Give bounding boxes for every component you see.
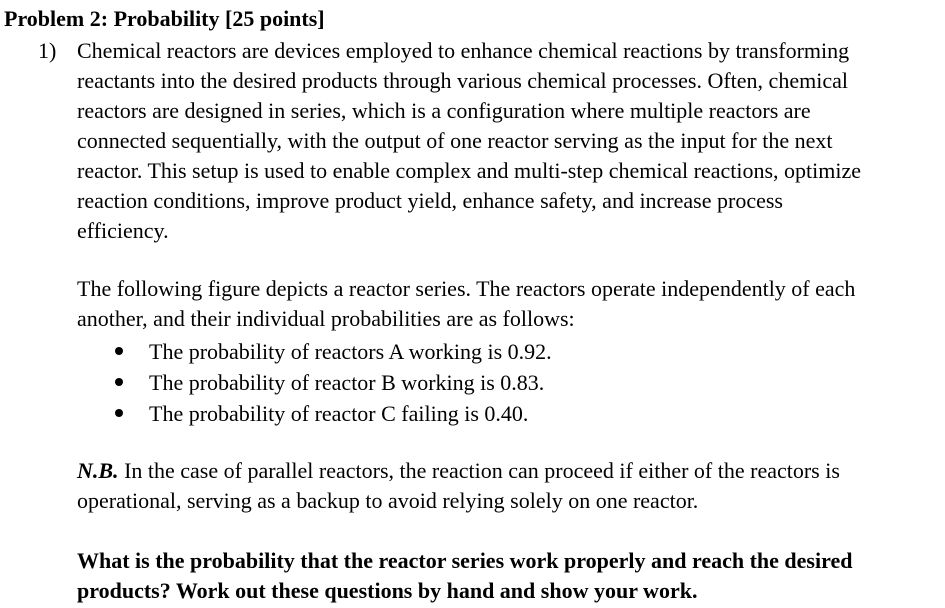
note-line: operational, serving as a backup to avoid relying solely on one reactor. [77,488,699,513]
question-line: products? Work out these questions by hand and show your work. [77,578,698,603]
figure-description-line: The following figure depicts a reactor series. The reactors operate independently of each [77,276,856,301]
bullet-item [112,398,552,429]
bullet-item [112,367,552,398]
figure-description-paragraph [77,274,941,334]
note-line [77,456,941,486]
intro-line: reactors are designed in series, which is a configuration where multiple reactors are [77,98,811,123]
bullet-dot-icon [115,409,123,417]
intro-line: Chemical reactors are devices employed to enhance chemical reactions by transforming [77,38,850,63]
intro-line: reactor. This setup is used to enable complex and multi-step chemical reactions, optimize [77,158,862,183]
intro-line: efficiency. [77,218,169,243]
bullet-item [112,336,552,367]
bullet-text: The probability of reactor B working is 0.83. [149,370,545,395]
problem-title: Problem 2: Probability [25 points] [4,6,325,31]
bullet-text: The probability of reactors A working is 0.92. [149,339,552,364]
intro-line: connected sequentially, with the output of one reactor serving as the input for the next [77,128,833,153]
note-label: N.B. [77,458,119,483]
bullet-dot-icon [115,347,123,355]
bullet-text: The probability of reactor C failing is 0.40. [149,401,529,426]
note-text: In the case of parallel reactors, the reaction can proceed if either of the reactors is [118,458,840,483]
probability-bullet-list [112,336,552,429]
question-line: What is the probability that the reactor series work properly and reach the desired [77,548,853,573]
intro-line: reaction conditions, improve product yield, enhance safety, and increase process [77,188,783,213]
bullet-dot-icon [115,378,123,386]
intro-line: reactants into the desired products through various chemical processes. Often, chemical [77,68,848,93]
intro-paragraph [77,36,941,246]
question-paragraph [77,546,941,606]
note-paragraph [77,456,941,516]
item-number: 1) [38,38,57,63]
figure-description-line: another, and their individual probabilities are as follows: [77,306,575,331]
